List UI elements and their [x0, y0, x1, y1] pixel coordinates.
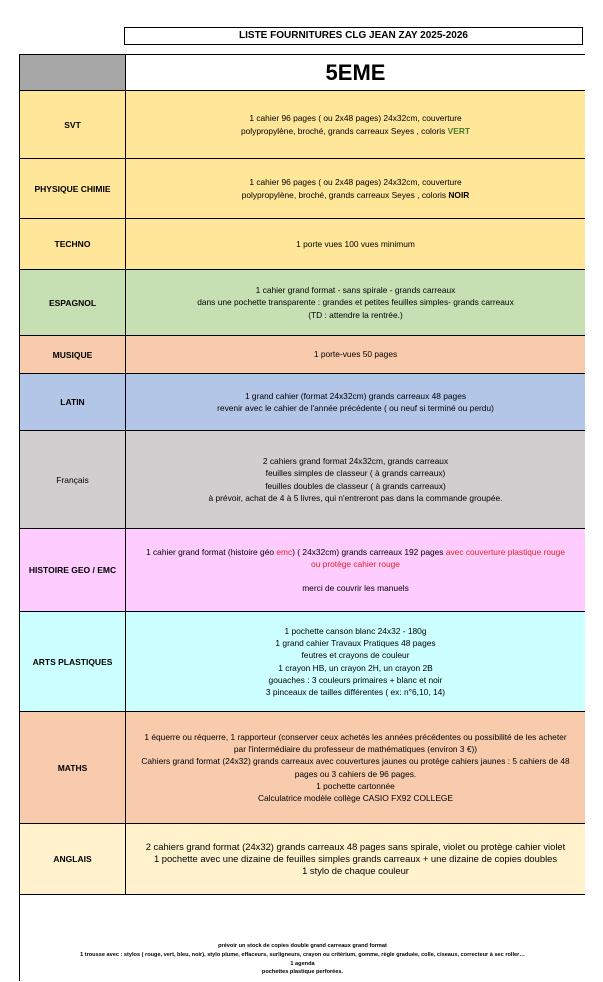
supply-line: (TD : attendre la rentrée.) — [308, 309, 403, 320]
subject-svt: SVT — [20, 91, 126, 158]
supplies-espagnol — [126, 270, 585, 335]
table-row-histoire-geo — [19, 529, 585, 612]
subject-histoire-geo: HISTOIRE GEO / EMC — [20, 529, 126, 611]
supply-line: feuilles simples de classeur ( à grands carreaux) — [265, 468, 446, 479]
supply-line: 1 cahier grand format - sans spirale - grands carreaux — [255, 285, 456, 296]
document-title: LISTE FOURNITURES CLG JEAN ZAY 2025-2026 — [124, 27, 583, 45]
table-row-techno — [19, 219, 585, 270]
supply-line: par l'intermédiaire du professeur de mathématiques (environ 3 €)) — [233, 744, 478, 755]
table-row-physique-chimie — [19, 159, 585, 219]
supply-line: 1 porte-vues 50 pages — [313, 349, 398, 360]
color-noir: NOIR — [448, 189, 470, 200]
general-supplies-note — [19, 895, 585, 981]
supply-line: dans une pochette transparente : grandes et petites feuilles simples- grands carreaux — [197, 297, 514, 308]
supply-line: 1 porte vues 100 vues minimum — [296, 238, 415, 249]
supplies-histoire-geo — [126, 529, 585, 611]
supply-line: pages ou 3 cahiers de 96 pages. — [294, 768, 417, 779]
supplies-maths — [126, 712, 585, 823]
supply-text: ) ( 24x32cm) grands carreaux 192 pages — [292, 547, 444, 558]
subject-latin: LATIN — [20, 374, 126, 430]
supplies-anglais — [126, 824, 585, 894]
supply-line: ou protège cahier rouge — [311, 559, 400, 570]
subject-espagnol: ESPAGNOL — [20, 270, 126, 335]
supply-line: 1 pochette canson blanc 24x32 - 180g — [284, 625, 427, 636]
supply-line: 1 cahier 96 pages ( ou 2x48 pages) 24x32cm, couverture — [249, 177, 462, 188]
subject-label: Français — [56, 474, 89, 485]
supply-line: 1 cahier 96 pages ( ou 2x48 pages) 24x32cm, couverture — [249, 113, 462, 124]
table-row-arts-plastiques — [19, 612, 585, 712]
subject-physique-chimie: PHYSIQUE CHIMIE — [20, 159, 126, 218]
supply-line: feutres et crayons de couleur — [301, 650, 410, 661]
note-line: 1 trousse avec : stylos ( rouge, vert, bleu, noir), stylo plume, effaceurs, surligneurs, crayon ou critérium, gomme, règle graduée, colle, ciseaux, correcteur à sec roller… — [80, 952, 525, 959]
table-row-latin — [19, 374, 585, 431]
subject-francais — [20, 431, 126, 528]
supply-line — [241, 125, 470, 137]
supplies-francais — [126, 431, 585, 528]
supply-line: feuilles doubles de classeur ( à grands carreaux) — [265, 480, 446, 491]
supply-text-red: avec couverture plastique rouge — [445, 547, 565, 558]
supply-line: 1 pochette avec une dizaine de feuilles simples grands carreaux + une dizaine de copies doubles — [153, 852, 558, 864]
supply-text-red: emc — [276, 547, 293, 558]
table-header-row — [19, 54, 585, 91]
supply-line: 1 équerre ou réquerre, 1 rapporteur (conserver ceux achetés les années précédentes ou possibilité de les acheter — [144, 731, 567, 742]
supplies-svt — [126, 91, 585, 158]
subject-anglais: ANGLAIS — [20, 824, 126, 894]
supply-line: Cahiers grand format (24x32) grands carreaux avec couvertures jaunes ou protège cahiers jaunes : 5 cahiers de 48 — [141, 756, 570, 767]
table-row-svt — [19, 91, 585, 159]
supply-text: polypropylène, broché, grands carreaux Seyes , coloris — [240, 125, 446, 136]
supply-text: 1 cahier grand format (histoire géo — [146, 547, 275, 558]
supply-line: 1 grand cahier (format 24x32cm) grands carreaux 48 pages — [244, 390, 467, 401]
supplies-table — [19, 54, 585, 981]
table-row-maths — [19, 712, 585, 824]
supply-line: 1 crayon HB, un crayon 2H, un crayon 2B — [278, 662, 433, 673]
supply-line — [146, 546, 565, 558]
supply-text: polypropylène, broché, grands carreaux Seyes , coloris — [241, 189, 447, 200]
supply-line: 1 pochette cartonnée — [316, 780, 395, 791]
supply-line: 3 pinceaux de tailles différentes ( ex: n°6,10, 14) — [265, 686, 446, 697]
supply-line: 2 cahiers grand format 24x32cm, grands carreaux — [262, 456, 449, 467]
supply-line: merci de couvrir les manuels — [302, 582, 409, 593]
table-row-anglais — [19, 824, 585, 895]
supplies-latin — [126, 374, 585, 430]
class-level: 5EME — [126, 55, 585, 90]
supplies-techno — [126, 219, 585, 269]
header-corner-cell — [20, 55, 126, 90]
table-row-musique — [19, 336, 585, 374]
supplies-physique-chimie — [126, 159, 585, 218]
supply-line: à prévoir, achat de 4 à 5 livres, qui n'entreront pas dans la commande groupée. — [208, 492, 503, 503]
note-line: prévoir un stock de copies double grand carreaux grand format — [218, 943, 387, 950]
supply-line — [242, 189, 470, 201]
supply-line: 1 grand cahier Travaux Pratiques 48 pages — [275, 638, 436, 649]
supplies-arts-plastiques — [126, 612, 585, 711]
table-row-espagnol — [19, 270, 585, 336]
supply-line: gouaches : 3 couleurs primaires + blanc et noir — [268, 674, 443, 685]
supply-line: 1 stylo de chaque couleur — [302, 865, 409, 877]
note-line: pochettes plastique perforées. — [261, 969, 344, 976]
supply-line: Calculatrice modèle collège CASIO FX92 COLLEGE — [257, 792, 454, 803]
subject-arts-plastiques: ARTS PLASTIQUES — [20, 612, 126, 711]
table-row-francais — [19, 431, 585, 529]
subject-techno: TECHNO — [20, 219, 126, 269]
subject-maths: MATHS — [20, 712, 126, 823]
supply-line: revenir avec le cahier de l'année précédente ( ou neuf si terminé ou perdu) — [217, 403, 494, 413]
note-line: 1 agenda — [290, 960, 315, 967]
supplies-musique — [126, 336, 585, 373]
supply-line: 2 cahiers grand format (24x32) grands carreaux 48 pages sans spirale, violet ou protège cahier violet — [145, 840, 566, 852]
color-vert: VERT — [447, 125, 471, 136]
subject-musique: MUSIQUE — [20, 336, 126, 373]
